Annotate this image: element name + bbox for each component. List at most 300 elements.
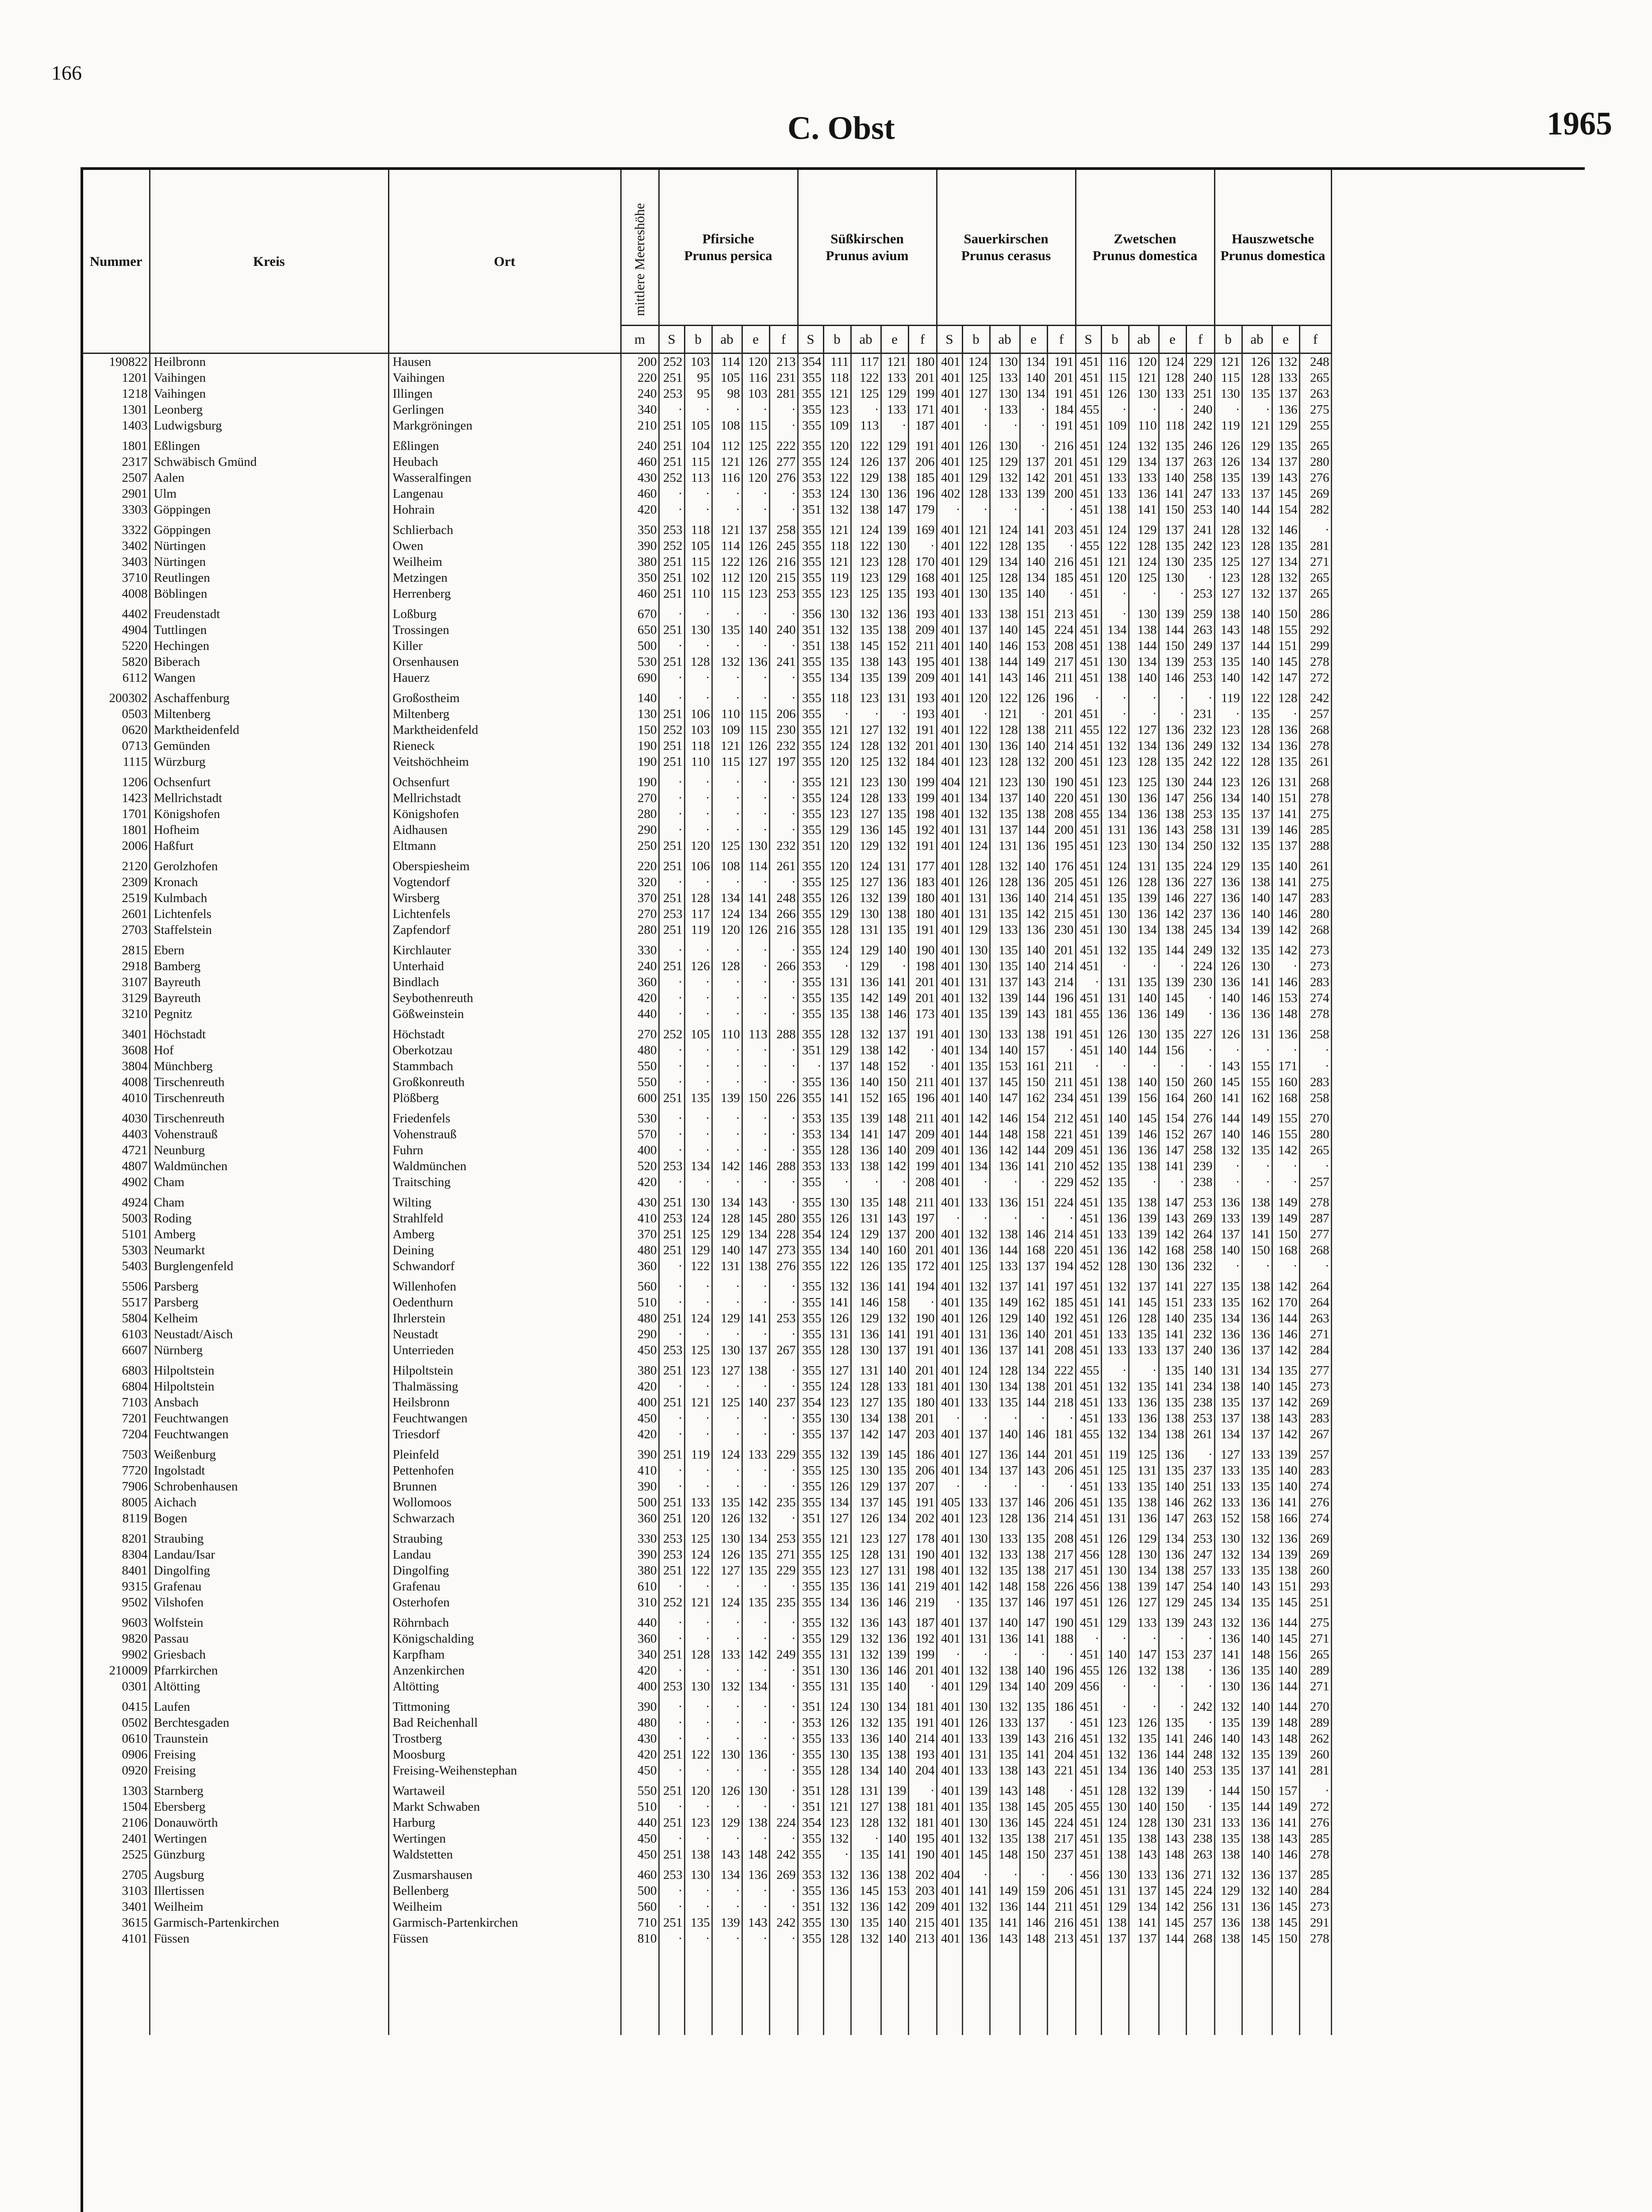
cell-value: 95 <box>684 370 712 386</box>
cell-value: 125 <box>1129 1442 1159 1463</box>
cell-nummer: 4010 <box>83 1090 150 1106</box>
cell-value: 451 <box>1076 1274 1101 1294</box>
cell-value: · <box>742 974 769 990</box>
cell-value: 355 <box>798 434 823 454</box>
table-row <box>83 874 1331 890</box>
cell-value: 353 <box>798 486 823 502</box>
cell-value: · <box>1299 1158 1331 1174</box>
cell-value: 117 <box>851 353 881 370</box>
cell-value: · <box>798 1058 823 1074</box>
cell-value: 253 <box>1186 1763 1214 1778</box>
cell-value: 114 <box>712 538 742 554</box>
cell-value: 401 <box>937 1678 962 1694</box>
cell-value: 401 <box>937 990 962 1006</box>
cell-value: 249 <box>769 1647 798 1663</box>
cell-value: 136 <box>851 1578 881 1594</box>
cell-value: 134 <box>712 890 742 906</box>
cell-value: · <box>769 1410 798 1426</box>
cell-ort: Heilsbronn <box>388 1394 621 1410</box>
cell-value: · <box>1020 418 1047 434</box>
cell-value: 224 <box>1186 854 1214 874</box>
cell-value: 250 <box>1186 838 1214 854</box>
cell-value: 451 <box>1076 1899 1101 1915</box>
cell-value: 130 <box>1101 654 1129 670</box>
cell-value: 206 <box>1047 1883 1076 1899</box>
cell-altitude: 420 <box>621 1663 659 1678</box>
cell-value: 126 <box>962 434 990 454</box>
cell-value: 355 <box>798 1022 823 1042</box>
cell-value: 265 <box>1299 434 1331 454</box>
cell-value: 190 <box>1047 770 1076 790</box>
cell-value: 109 <box>1101 418 1129 434</box>
cell-value: 131 <box>881 1563 908 1578</box>
cell-value: 131 <box>1214 1358 1242 1379</box>
cell-value: 140 <box>1159 1310 1186 1326</box>
cell-value: 264 <box>1299 1274 1331 1294</box>
cell-value: 145 <box>1129 1294 1159 1310</box>
cell-nummer: 1115 <box>83 754 150 770</box>
cell-value: 123 <box>684 1815 712 1831</box>
cell-kreis: Neustadt/Aisch <box>150 1326 388 1342</box>
cell-value: 136 <box>1214 1006 1242 1022</box>
cell-value: 451 <box>1076 1731 1101 1747</box>
cell-value: 129 <box>881 434 908 454</box>
cell-ort: Loßburg <box>388 602 621 622</box>
cell-value: 401 <box>937 906 962 922</box>
cell-value: 201 <box>1047 706 1076 722</box>
cell-kreis: Griesbach <box>150 1647 388 1663</box>
cell-value: 139 <box>1272 1547 1299 1563</box>
cell-ort: Oberspiesheim <box>388 854 621 874</box>
cell-value: · <box>937 1647 962 1663</box>
cell-altitude: 550 <box>621 1778 659 1799</box>
cell-altitude: 500 <box>621 638 659 654</box>
cell-value: 128 <box>962 854 990 874</box>
cell-value: 127 <box>851 1563 881 1578</box>
cell-value: 137 <box>962 622 990 638</box>
cell-ort: Wollomoos <box>388 1494 621 1510</box>
cell-value: · <box>769 1190 798 1210</box>
cell-value: 143 <box>990 1931 1020 1947</box>
cell-ort: Thalmässing <box>388 1379 621 1394</box>
cell-value: 149 <box>1159 1006 1186 1022</box>
cell-value: 264 <box>1186 1226 1214 1242</box>
cell-nummer: 4008 <box>83 1074 150 1090</box>
cell-value: 132 <box>1101 1379 1129 1394</box>
cell-value: 129 <box>990 1310 1020 1326</box>
cell-value: 237 <box>1047 1847 1076 1863</box>
cell-value: 138 <box>1159 1410 1186 1426</box>
cell-value: · <box>1272 1258 1299 1274</box>
cell-value: 146 <box>881 1006 908 1022</box>
cell-value: · <box>1020 1210 1047 1226</box>
cell-value: 401 <box>937 738 962 754</box>
cell-value: 260 <box>1299 1747 1331 1763</box>
cell-value: 142 <box>1242 670 1272 686</box>
cell-value: 206 <box>769 706 798 722</box>
cell-value: 355 <box>798 402 823 418</box>
cell-value: 129 <box>851 958 881 974</box>
cell-value: 98 <box>712 386 742 402</box>
header-sub: f <box>1299 326 1331 353</box>
cell-value: 451 <box>1076 470 1101 486</box>
cell-value: 141 <box>1159 486 1186 502</box>
cell-nummer: 2918 <box>83 958 150 974</box>
cell-value: 146 <box>881 1663 908 1678</box>
cell-value: 132 <box>823 502 851 518</box>
cell-value: 191 <box>1047 1022 1076 1042</box>
cell-value: 133 <box>1129 1863 1159 1883</box>
cell-value: 136 <box>881 486 908 502</box>
cell-value: 154 <box>1020 1106 1047 1126</box>
cell-value: 138 <box>823 638 851 654</box>
cell-value: 143 <box>881 1210 908 1226</box>
cell-value: 146 <box>1272 906 1299 922</box>
cell-altitude: 430 <box>621 1190 659 1210</box>
cell-value: 131 <box>962 1747 990 1763</box>
cell-value: 132 <box>962 806 990 822</box>
cell-value: 124 <box>1101 518 1129 538</box>
cell-value: 143 <box>1272 470 1299 486</box>
cell-value: 136 <box>1214 1631 1242 1647</box>
cell-value: 147 <box>1272 890 1299 906</box>
cell-value: 140 <box>1242 790 1272 806</box>
cell-value: 133 <box>1101 1326 1129 1342</box>
cell-altitude: 280 <box>621 922 659 938</box>
cell-value: 132 <box>962 1547 990 1563</box>
cell-value: 151 <box>1272 790 1299 806</box>
cell-value: 126 <box>1101 1594 1129 1610</box>
cell-value: 123 <box>823 402 851 418</box>
cell-value: 451 <box>1076 1242 1101 1258</box>
cell-value: 118 <box>1159 418 1186 434</box>
cell-value: · <box>1020 706 1047 722</box>
cell-value: 140 <box>881 1678 908 1694</box>
cell-value: 139 <box>1129 1226 1159 1242</box>
cell-value: 137 <box>962 1426 990 1442</box>
cell-value: 146 <box>1242 990 1272 1006</box>
cell-value: 136 <box>851 1663 881 1678</box>
cell-value: · <box>1047 1647 1076 1663</box>
cell-value: 137 <box>1272 454 1299 470</box>
cell-value: 138 <box>684 1847 712 1863</box>
cell-altitude: 560 <box>621 1899 659 1915</box>
header-sub: S <box>659 326 684 353</box>
cell-value: 128 <box>990 570 1020 586</box>
cell-value: 132 <box>1214 1547 1242 1563</box>
cell-value: · <box>742 1410 769 1426</box>
cell-value: 145 <box>1242 1931 1272 1947</box>
cell-value: 191 <box>908 838 937 854</box>
cell-value: · <box>769 686 798 706</box>
cell-value: 126 <box>712 1778 742 1799</box>
cell-value: 134 <box>1129 738 1159 754</box>
cell-kreis: Ebersberg <box>150 1799 388 1815</box>
cell-value: 253 <box>1186 586 1214 602</box>
cell-value: 138 <box>1101 502 1129 518</box>
cell-value: 353 <box>798 958 823 974</box>
cell-value: 193 <box>908 706 937 722</box>
cell-value: 452 <box>1076 1158 1101 1174</box>
cell-value: 126 <box>712 1510 742 1526</box>
cell-kreis: Cham <box>150 1174 388 1190</box>
header-sub: b <box>962 326 990 353</box>
cell-value: 121 <box>823 722 851 738</box>
header-sub: b <box>684 326 712 353</box>
cell-value: 356 <box>798 602 823 622</box>
cell-value: 128 <box>823 1931 851 1947</box>
cell-value: 251 <box>659 1563 684 1578</box>
cell-value: 136 <box>851 822 881 838</box>
cell-value: 129 <box>962 922 990 938</box>
cell-value: 128 <box>851 1379 881 1394</box>
cell-value: 142 <box>1020 906 1047 922</box>
cell-ort: Unterrieden <box>388 1342 621 1358</box>
table-row <box>83 754 1331 770</box>
cell-value: · <box>1272 958 1299 974</box>
cell-value: 401 <box>937 1663 962 1678</box>
cell-value: · <box>659 1799 684 1815</box>
cell-value: 131 <box>823 974 851 990</box>
cell-value: 292 <box>1299 622 1331 638</box>
table-row <box>83 1379 1331 1394</box>
cell-value: 136 <box>1242 1310 1272 1326</box>
cell-value: 190 <box>908 1310 937 1326</box>
cell-value: 199 <box>908 1647 937 1663</box>
cell-value: 355 <box>798 1578 823 1594</box>
cell-value: 138 <box>1129 622 1159 638</box>
cell-kreis: Freudenstadt <box>150 602 388 622</box>
cell-altitude: 500 <box>621 1494 659 1510</box>
cell-value: 147 <box>1159 790 1186 806</box>
cell-nummer: 9315 <box>83 1578 150 1594</box>
cell-value: 280 <box>1299 906 1331 922</box>
cell-value: 229 <box>769 1442 798 1463</box>
cell-value: 140 <box>990 622 1020 638</box>
cell-value: · <box>1186 1663 1214 1678</box>
cell-value: 123 <box>962 754 990 770</box>
cell-empty <box>990 1947 1020 2035</box>
cell-value: 178 <box>908 1526 937 1547</box>
cell-value: 238 <box>1186 1831 1214 1847</box>
cell-value: 146 <box>990 1106 1020 1126</box>
cell-value: 232 <box>1186 722 1214 738</box>
cell-value: 138 <box>1101 638 1129 654</box>
table-row <box>83 1274 1331 1294</box>
cell-value: 200 <box>1047 486 1076 502</box>
cell-nummer: 2309 <box>83 874 150 890</box>
cell-value: 210 <box>1047 1158 1076 1174</box>
cell-value: 127 <box>712 1358 742 1379</box>
table-row <box>83 1663 1331 1678</box>
cell-nummer: 1801 <box>83 822 150 838</box>
cell-value: 138 <box>1129 1831 1159 1847</box>
cell-value: 132 <box>851 1931 881 1947</box>
cell-value: 132 <box>1214 1863 1242 1883</box>
cell-value: · <box>1076 1631 1101 1647</box>
cell-value: 451 <box>1076 1510 1101 1526</box>
cell-value: 451 <box>1076 1310 1101 1326</box>
cell-value: 355 <box>798 1190 823 1210</box>
cell-value: 113 <box>742 1022 769 1042</box>
cell-value: 139 <box>881 890 908 906</box>
cell-value: 147 <box>1159 1142 1186 1158</box>
cell-value: 119 <box>1101 1442 1129 1463</box>
cell-value: 401 <box>937 1694 962 1715</box>
cell-ort: Unterhaid <box>388 958 621 974</box>
cell-value: 128 <box>851 738 881 754</box>
header-sub: ab <box>851 326 881 353</box>
cell-value: 451 <box>1076 1563 1101 1578</box>
cell-nummer: 3107 <box>83 974 150 990</box>
cell-value: 280 <box>769 1210 798 1226</box>
cell-value: 263 <box>1186 1847 1214 1863</box>
cell-value: · <box>769 1006 798 1022</box>
cell-value: 110 <box>712 706 742 722</box>
cell-value: 127 <box>851 806 881 822</box>
cell-ort: Waldmünchen <box>388 1158 621 1174</box>
cell-value: 138 <box>1129 1494 1159 1510</box>
cell-value: 197 <box>1047 1594 1076 1610</box>
cell-nummer: 8005 <box>83 1494 150 1510</box>
cell-value: · <box>659 1899 684 1915</box>
table-row <box>83 1426 1331 1442</box>
cell-value: 278 <box>1299 1847 1331 1863</box>
cell-value: 104 <box>684 434 712 454</box>
cell-value: 150 <box>742 1090 769 1106</box>
cell-nummer: 9502 <box>83 1594 150 1610</box>
cell-value: · <box>712 874 742 890</box>
cell-value: 208 <box>1047 1526 1076 1547</box>
cell-nummer: 3403 <box>83 554 150 570</box>
cell-value: 103 <box>684 722 712 738</box>
cell-value: 141 <box>1020 1342 1047 1358</box>
cell-value: 139 <box>1101 1090 1129 1106</box>
cell-value: · <box>742 638 769 654</box>
cell-value: 213 <box>1047 602 1076 622</box>
cell-value: 135 <box>1242 838 1272 854</box>
cell-value: · <box>712 1006 742 1022</box>
cell-altitude: 420 <box>621 1174 659 1190</box>
cell-value: 145 <box>881 1494 908 1510</box>
cell-ort: Vogtendorf <box>388 874 621 890</box>
cell-value: · <box>1186 1042 1214 1058</box>
cell-value: 133 <box>1101 1394 1129 1410</box>
cell-value: 232 <box>769 838 798 854</box>
cell-nummer: 5820 <box>83 654 150 670</box>
cell-value: 149 <box>1272 1210 1299 1226</box>
cell-value: 137 <box>1272 386 1299 402</box>
cell-value: 135 <box>1242 1747 1272 1763</box>
cell-value: 132 <box>851 1715 881 1731</box>
cell-value: 136 <box>1020 838 1047 854</box>
cell-ort: Ihrlerstein <box>388 1310 621 1326</box>
cell-kreis: Gerolzhofen <box>150 854 388 874</box>
cell-value: 211 <box>1047 1074 1076 1090</box>
cell-kreis: Nürtingen <box>150 538 388 554</box>
cell-value: · <box>769 1747 798 1763</box>
cell-value: 401 <box>937 822 962 838</box>
table-row <box>83 1442 1331 1463</box>
cell-value: 451 <box>1076 906 1101 922</box>
cell-altitude: 410 <box>621 1210 659 1226</box>
cell-altitude: 440 <box>621 1815 659 1831</box>
cell-value: 251 <box>659 1494 684 1510</box>
table-row <box>83 838 1331 854</box>
cell-value: 129 <box>1101 454 1129 470</box>
cell-value: 451 <box>1076 434 1101 454</box>
cell-value: 148 <box>990 1578 1020 1594</box>
cell-value: 401 <box>937 722 962 738</box>
cell-value: 197 <box>1047 1274 1076 1294</box>
cell-value: 145 <box>1272 1594 1299 1610</box>
cell-value: 132 <box>990 1694 1020 1715</box>
cell-value: 137 <box>851 1494 881 1510</box>
cell-value: 354 <box>798 1815 823 1831</box>
cell-value: 138 <box>1242 1410 1272 1426</box>
cell-value: 401 <box>937 1379 962 1394</box>
cell-value: 138 <box>881 470 908 486</box>
cell-value: · <box>990 1174 1020 1190</box>
cell-value: 251 <box>659 654 684 670</box>
cell-value: 268 <box>1186 1931 1214 1947</box>
cell-value: 125 <box>962 1258 990 1274</box>
table-row <box>83 1763 1331 1778</box>
cell-value: 146 <box>881 1594 908 1610</box>
cell-value: 139 <box>1159 602 1186 622</box>
cell-value: 126 <box>712 1547 742 1563</box>
cell-value: 124 <box>1101 1815 1129 1831</box>
cell-value: 128 <box>881 554 908 570</box>
cell-kreis: Altötting <box>150 1678 388 1694</box>
cell-value: 183 <box>908 874 937 890</box>
cell-value: 137 <box>1242 1763 1272 1778</box>
cell-value: · <box>1242 1042 1272 1058</box>
cell-value: 401 <box>937 638 962 654</box>
cell-value: 251 <box>659 1915 684 1931</box>
cell-ort: Grafenau <box>388 1578 621 1594</box>
header-sub: e <box>881 326 908 353</box>
cell-value: 131 <box>851 1778 881 1799</box>
header-group-suesskirschen: Süßkirschen Prunus avium <box>798 170 937 326</box>
cell-value: 242 <box>1299 686 1331 706</box>
cell-value: · <box>659 1831 684 1847</box>
cell-value: · <box>684 1763 712 1778</box>
cell-value: 451 <box>1076 1847 1101 1863</box>
cell-value: 169 <box>908 518 937 538</box>
cell-value: 355 <box>798 1547 823 1563</box>
cell-value: 126 <box>823 1210 851 1226</box>
cell-value: 130 <box>712 1747 742 1763</box>
cell-value: 135 <box>1242 1142 1272 1158</box>
cell-value: · <box>712 1058 742 1074</box>
cell-value: 138 <box>851 1006 881 1022</box>
cell-value: 135 <box>1159 1463 1186 1479</box>
cell-value: 144 <box>1159 622 1186 638</box>
cell-value: · <box>1101 1694 1129 1715</box>
cell-value: 143 <box>1159 822 1186 838</box>
cell-value: 401 <box>937 790 962 806</box>
cell-value: 170 <box>1272 1294 1299 1310</box>
cell-value: 122 <box>684 1747 712 1763</box>
cell-value: 135 <box>881 922 908 938</box>
cell-ort: Hilpoltstein <box>388 1358 621 1379</box>
table-row <box>83 806 1331 822</box>
cell-value: 451 <box>1076 418 1101 434</box>
cell-value: 134 <box>1214 922 1242 938</box>
cell-value: 134 <box>742 1678 769 1694</box>
cell-value: 144 <box>1272 1694 1299 1715</box>
